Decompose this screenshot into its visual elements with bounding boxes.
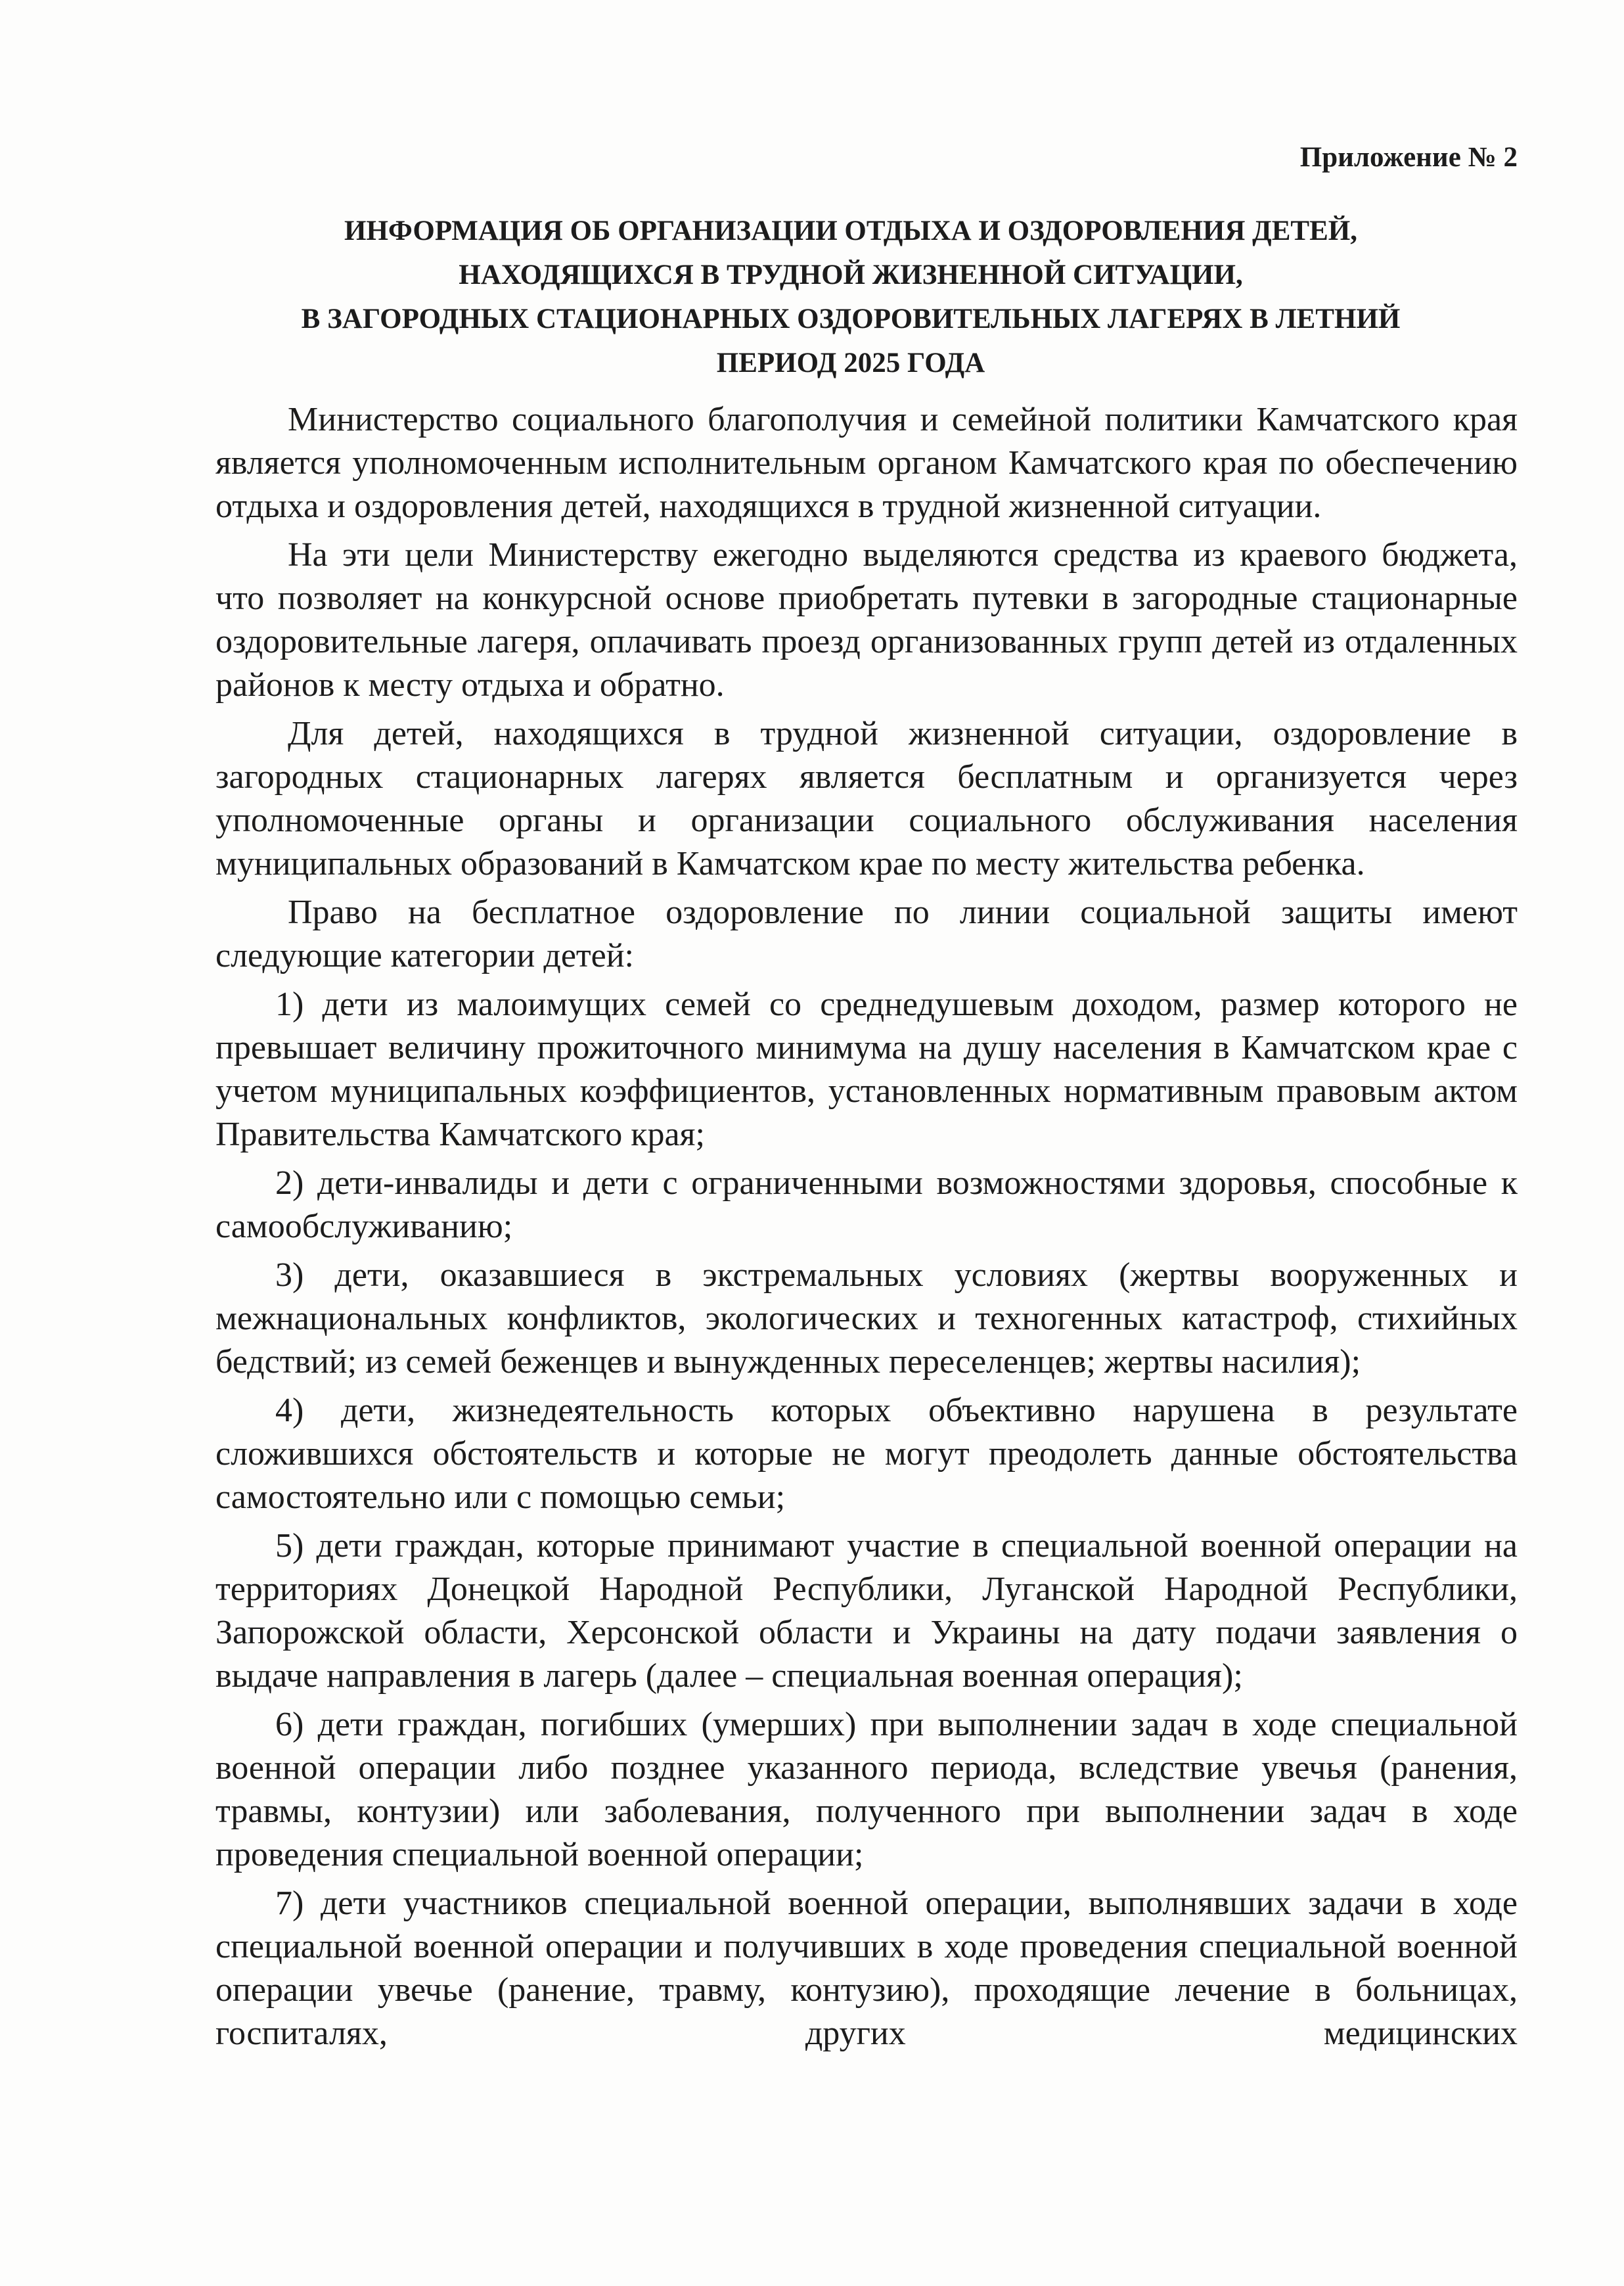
body-paragraph: Право на бесплатное оздоровление по линии социальной защиты имеют следующие категории детей: xyxy=(215,894,1518,974)
document-title xyxy=(210,209,1491,385)
appendix-label: Приложение № 2 xyxy=(1299,142,1518,173)
category-list-item: 2) дети-инвалиды и дети с ограниченными возможностями здоровья, способные к самообслуживанию; xyxy=(215,1164,1518,1245)
title-line: НАХОДЯЩИХСЯ В ТРУДНОЙ ЖИЗНЕННОЙ СИТУАЦИИ, xyxy=(459,260,1243,290)
category-list-item: 5) дети граждан, которые принимают участие в специальной военной операции на территориях Донецкой Народной Республики, Луганской Народной Республики, Запорожской области, Херсонской области и Украины на дату подачи заявления о выдаче направления в лагерь (далее – специальная военная операция); xyxy=(215,1527,1518,1695)
title-line: ИНФОРМАЦИЯ ОБ ОРГАНИЗАЦИИ ОТДЫХА И ОЗДОРОВЛЕНИЯ ДЕТЕЙ, xyxy=(344,216,1357,246)
document-body xyxy=(215,398,1518,2061)
title-line: ПЕРИОД 2025 ГОДА xyxy=(716,348,985,378)
category-list-item: 1) дети из малоимущих семей со среднедушевым доходом, размер которого не превышает величину прожиточного минимума на душу населения в Камчатском крае с учетом муниципальных коэффициентов, установленных нормативным правовым актом Правительства Камчатского края; xyxy=(215,986,1518,1153)
body-paragraph: Для детей, находящихся в трудной жизненной ситуации, оздоровление в загородных стационарных лагерях является бесплатным и организуется через уполномоченные органы и организации социального обслуживания населения муниципальных образований в Камчатском крае по месту жительства ребенка. xyxy=(215,715,1518,882)
title-line: В ЗАГОРОДНЫХ СТАЦИОНАРНЫХ ОЗДОРОВИТЕЛЬНЫХ ЛАГЕРЯХ В ЛЕТНИЙ xyxy=(301,304,1401,334)
body-paragraph: На эти цели Министерству ежегодно выделяются средства из краевого бюджета, что позволяет на конкурсной основе приобретать путевки в загородные стационарные оздоровительные лагеря, оплачивать проезд организованных групп детей из отдаленных районов к месту отдыха и обратно. xyxy=(215,536,1518,704)
body-paragraph: Министерство социального благополучия и семейной политики Камчатского края является уполномоченным исполнительным органом Камчатского края по обеспечению отдыха и оздоровления детей, находящихся в трудной жизненной ситуации. xyxy=(215,401,1518,525)
category-list-item: 4) дети, жизнедеятельность которых объективно нарушена в результате сложившихся обстоятельств и которые не могут преодолеть данные обстоятельства самостоятельно или с помощью семьи; xyxy=(215,1392,1518,1516)
category-list-item: 3) дети, оказавшиеся в экстремальных условиях (жертвы вооруженных и межнациональных конфликтов, экологических и техногенных катастроф, стихийных бедствий; из семей беженцев и вынужденных переселенцев; жертвы насилия); xyxy=(215,1256,1518,1381)
category-list-item: 7) дети участников специальной военной операции, выполнявших задачи в ходе специальной военной операции и получивших в ходе проведения специальной военной операции увечье (ранение, травму, контузию), проходящие лечение в больницах, госпиталях, других медицинских xyxy=(215,1885,1518,2052)
category-list-item: 6) дети граждан, погибших (умерших) при выполнении задач в ходе специальной военной операции либо позднее указанного периода, вследствие увечья (ранения, травмы, контузии) или заболевания, полученного при выполнении задач в ходе проведения специальной военной операции; xyxy=(215,1706,1518,1873)
